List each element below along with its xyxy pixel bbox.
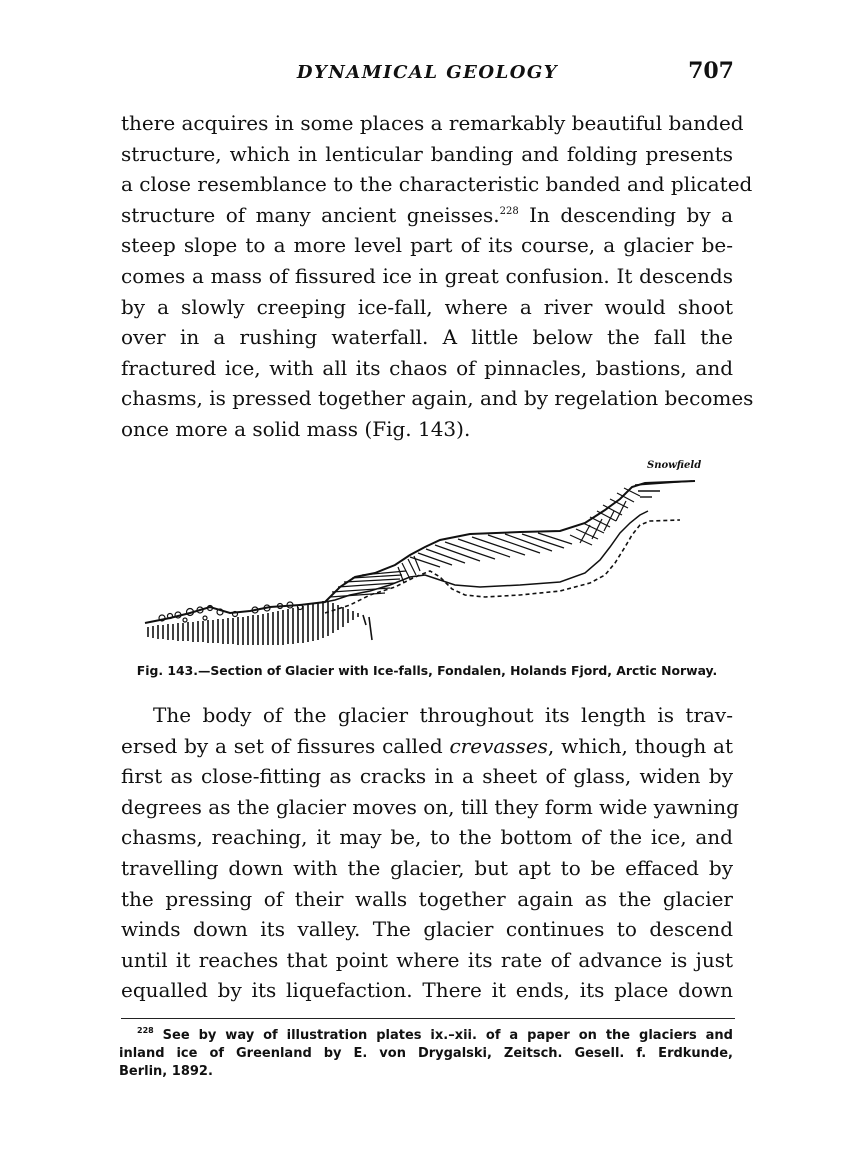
text-line: fractured ice, with all its chaos of pinnacles, bastions, and bbox=[121, 355, 733, 380]
text-line: steep slope to a more level part of its course, a glacier be- bbox=[121, 233, 733, 258]
text-line: first as close-fitting as cracks in a sheet of glass, widen by bbox=[121, 764, 733, 789]
text-line: until it reaches that point where its rate of advance is just bbox=[121, 947, 733, 972]
text-line: there acquires in some places a remarkably beautiful banded bbox=[121, 111, 744, 135]
text-span: ersed by a set of fissures called bbox=[121, 733, 450, 758]
italic-term: crevasses bbox=[449, 733, 548, 758]
text-line: degrees as the glacier moves on, till they form wide yawning bbox=[121, 794, 739, 819]
text-line bbox=[121, 200, 733, 231]
text-line: chasms, reaching, it may be, to the bottom of the ice, and bbox=[121, 825, 733, 850]
text-span: In descending by a bbox=[518, 202, 733, 227]
crevasse-hatching-upper bbox=[570, 488, 640, 545]
snowfield-label: Snowfield bbox=[647, 460, 702, 471]
footnote-rule bbox=[121, 1018, 735, 1019]
text-line: equalled by its liquefaction. There it ends, its place down bbox=[121, 978, 733, 1003]
text-line: winds down its valley. The glacier continues to descend bbox=[121, 917, 733, 942]
text-line: by a slowly creeping ice-fall, where a river would shoot bbox=[121, 294, 733, 319]
text-line: The body of the glacier throughout its length is trav- bbox=[153, 703, 733, 727]
text-line bbox=[121, 731, 733, 762]
footnote-line: inland ice of Greenland by E. von Drygalski, Zeitsch. Gesell. f. Erdkunde, bbox=[119, 1046, 733, 1061]
rock-bed-dashed-line bbox=[325, 520, 680, 613]
running-head-title: DYNAMICAL GEOLOGY bbox=[296, 62, 559, 83]
glacier-section-drawing bbox=[140, 455, 720, 655]
text-line: over in a rushing waterfall. A little below the fall the bbox=[121, 325, 733, 350]
text-line: travelling down with the glacier, but apt to be effaced by bbox=[121, 855, 733, 880]
text-span: , which, though at bbox=[547, 733, 733, 758]
footnote-number: 228 bbox=[137, 1026, 154, 1035]
footnote-line: Berlin, 1892. bbox=[119, 1064, 213, 1079]
text-span: See by way of illustration plates ix.–xii. of a paper on the glaciers and bbox=[153, 1028, 733, 1043]
text-line: once more a solid mass (Fig. 143). bbox=[121, 416, 471, 441]
glacier-section-figure bbox=[140, 455, 720, 655]
paragraph-2 bbox=[121, 700, 739, 1006]
text-line: the pressing of their walls together again as the glacier bbox=[121, 886, 733, 911]
running-head bbox=[121, 58, 734, 92]
page-number: 707 bbox=[688, 58, 734, 84]
figure-caption: Fig. 143.—Section of Glacier with Ice-falls, Fondalen, Holands Fjord, Arctic Norway. bbox=[136, 663, 718, 678]
paragraph-1 bbox=[121, 108, 754, 445]
glacier-surface-outline bbox=[145, 481, 695, 623]
crevasse-hatching-lower bbox=[330, 571, 406, 597]
text-line: structure, which in lenticular banding and folding presents bbox=[121, 141, 733, 166]
footnote-reference: 228 bbox=[499, 205, 519, 217]
text-span: structure of many ancient gneisses. bbox=[121, 202, 500, 227]
text-line: chasms, is pressed together again, and by regelation becomes bbox=[121, 386, 754, 411]
bedrock-hatching bbox=[148, 601, 372, 645]
text-line: comes a mass of fissured ice in great confusion. It descends bbox=[121, 263, 733, 288]
footnote bbox=[119, 1027, 733, 1081]
footnote-line bbox=[119, 1027, 733, 1045]
text-line: a close resemblance to the characteristic banded and plicated bbox=[121, 172, 753, 197]
